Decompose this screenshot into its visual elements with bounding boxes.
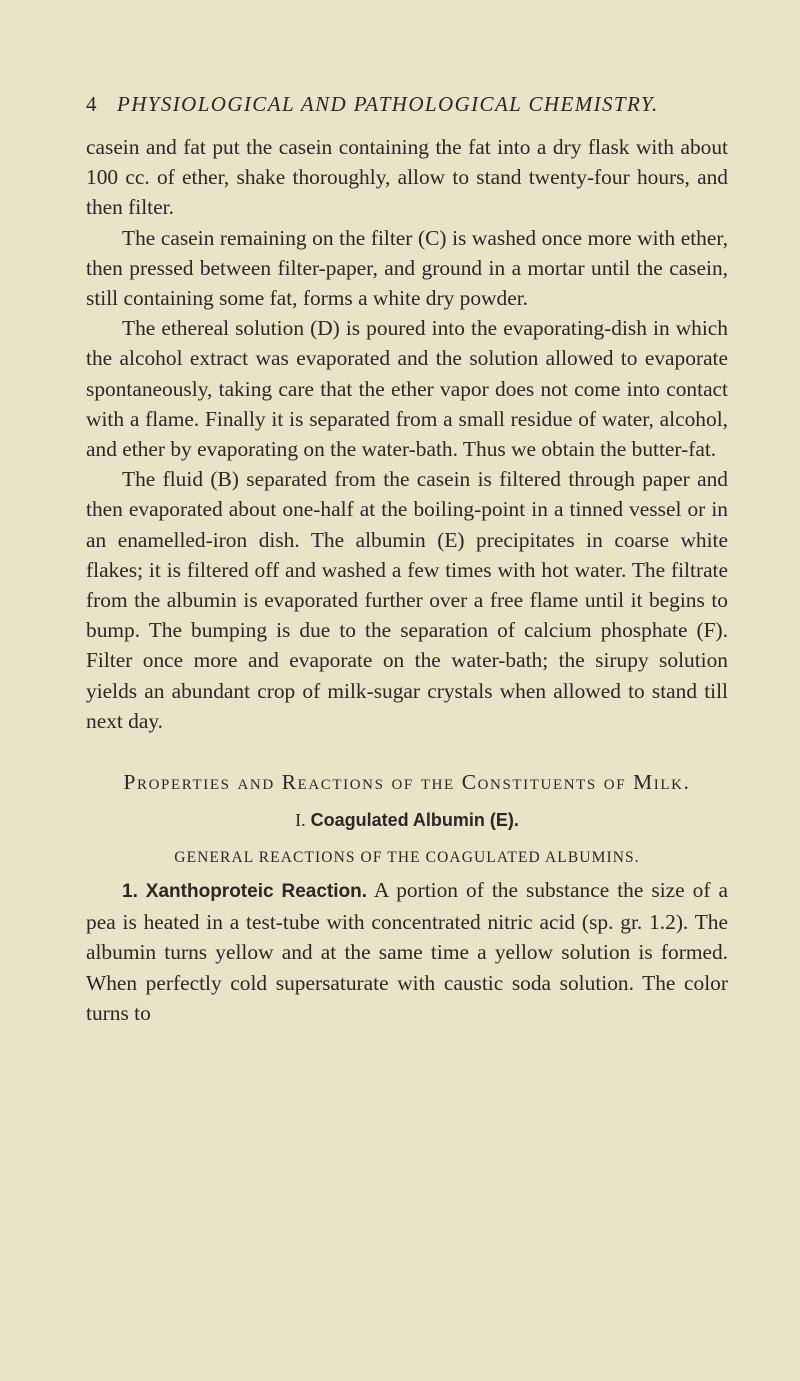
section-title: Properties and Reactions of the Constituents of Milk.: [123, 770, 691, 795]
page-body: [86, 132, 728, 1028]
page-number: 4: [86, 92, 98, 116]
caps-heading: GENERAL REACTIONS OF THE COAGULATED ALBUMINS.: [174, 849, 640, 867]
paragraph: The fluid (B) separated from the casein is filtered through paper and then evaporated about one-half at the boiling-point in a tinned vessel or in an enamelled-iron dish. The albumin (E) precipitates in coarse white flakes; it is filtered off and washed a few times with hot water. The filtrate from the albumin is evaporated further over a free flame until it begins to bump. The bumping is due to the separation of calcium phosphate (F). Filter once more and evaporate on the water-bath; the sirupy solution yields an abundant crop of milk-sugar crystals when allowed to stand till next day.: [86, 467, 728, 733]
subsection-title: [86, 805, 728, 835]
paragraph: The ethereal solution (D) is poured into the evaporating-dish in which the alcohol extract was evaporated and the solution allowed to evaporate spontaneously, taking care that the ether vapor does not come into contact with a flame. Finally it is separated from a small residue of water, alcohol, and ether by evaporating on the water-bath. Thus we obtain the butter-fat.: [86, 316, 728, 462]
paragraph: casein and fat put the casein containing the fat into a dry flask with about 100 cc. of ether, shake thoroughly, allow to stand twenty-four hours, and then filter.: [86, 135, 728, 220]
reaction-paragraph: [86, 875, 728, 1028]
reaction-label: 1. Xanthoproteic Reaction.: [122, 881, 368, 903]
running-head: [86, 92, 726, 117]
subsection-name: Coagulated Albumin (E).: [310, 810, 519, 831]
subsection-number: I.: [295, 810, 306, 831]
reaction-text: A portion of the substance the size of a pea is heated in a test-tube with concentrated nitric acid (sp. gr. 1.2). The albumin turns yellow and at the same time a yellow solution is formed. When perfectly cold supersaturate with caustic soda solution. The color turns to: [86, 878, 729, 1025]
running-title: PHYSIOLOGICAL AND PATHOLOGICAL CHEMISTRY.: [116, 92, 659, 116]
paragraph: The casein remaining on the filter (C) is washed once more with ether, then pressed between filter-paper, and ground in a mortar until the casein, still containing some fat, forms a white dry powder.: [86, 225, 728, 311]
